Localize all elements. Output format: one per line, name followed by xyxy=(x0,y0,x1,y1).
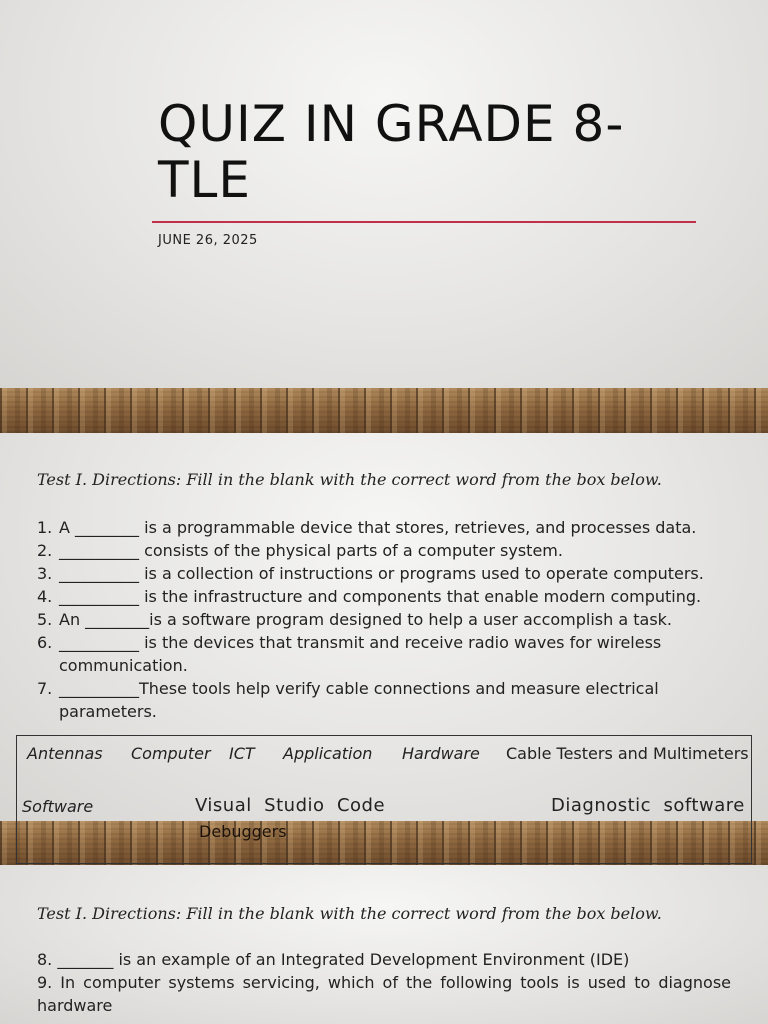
question-item: 6. __________ is the devices that transmit and receive radio waves for wireless communication. xyxy=(37,633,662,675)
test-directions: Test I. Directions: Fill in the blank with the correct word from the box below. xyxy=(37,904,662,923)
word-cable-testers: Cable Testers and Multimeters xyxy=(506,744,749,763)
question-item: 1. A ________ is a programmable device that stores, retrieves, and processes data. xyxy=(37,518,697,537)
question-item: 2. __________ consists of the physical parts of a computer system. xyxy=(37,541,563,560)
word-application: Application xyxy=(283,744,373,763)
word-diagnostic-software: Diagnostic software xyxy=(551,795,745,816)
question-item: 5. An ________is a software program designed to help a user accomplish a task. xyxy=(37,610,673,629)
test-directions: Test I. Directions: Fill in the blank with the correct word from the box below. xyxy=(37,470,662,489)
word-antennas: Antennas xyxy=(27,744,103,763)
word-ict: ICT xyxy=(229,744,255,763)
word-software: Software xyxy=(22,797,94,816)
title-underline xyxy=(152,221,696,223)
questions-slide-2 xyxy=(0,865,768,1024)
question-list xyxy=(37,516,737,723)
quiz-title: QUIZ IN GRADE 8-TLE xyxy=(158,95,625,209)
word-bank-box xyxy=(16,735,752,864)
question-8: 8. _______ is an example of an Integrated Development Environment (IDE) xyxy=(37,950,630,969)
word-visual-studio-code: Visual Studio Code xyxy=(195,795,386,816)
question-9: 9. In computer systems servicing, which of the following tools is used to diagnose hardware xyxy=(37,973,731,1015)
quiz-date: JUNE 26, 2025 xyxy=(158,233,258,248)
title-slide xyxy=(0,0,768,388)
question-item: 4. __________ is the infrastructure and components that enable modern computing. xyxy=(37,587,702,606)
word-debuggers: Debuggers xyxy=(199,822,287,841)
word-computer: Computer xyxy=(131,744,211,763)
question-item: 3. __________ is a collection of instructions or programs used to operate computers. xyxy=(37,564,704,583)
wood-floor-strip xyxy=(0,388,768,433)
question-item: 7. __________These tools help verify cable connections and measure electrical parameters. xyxy=(37,679,659,721)
word-hardware: Hardware xyxy=(402,744,480,763)
